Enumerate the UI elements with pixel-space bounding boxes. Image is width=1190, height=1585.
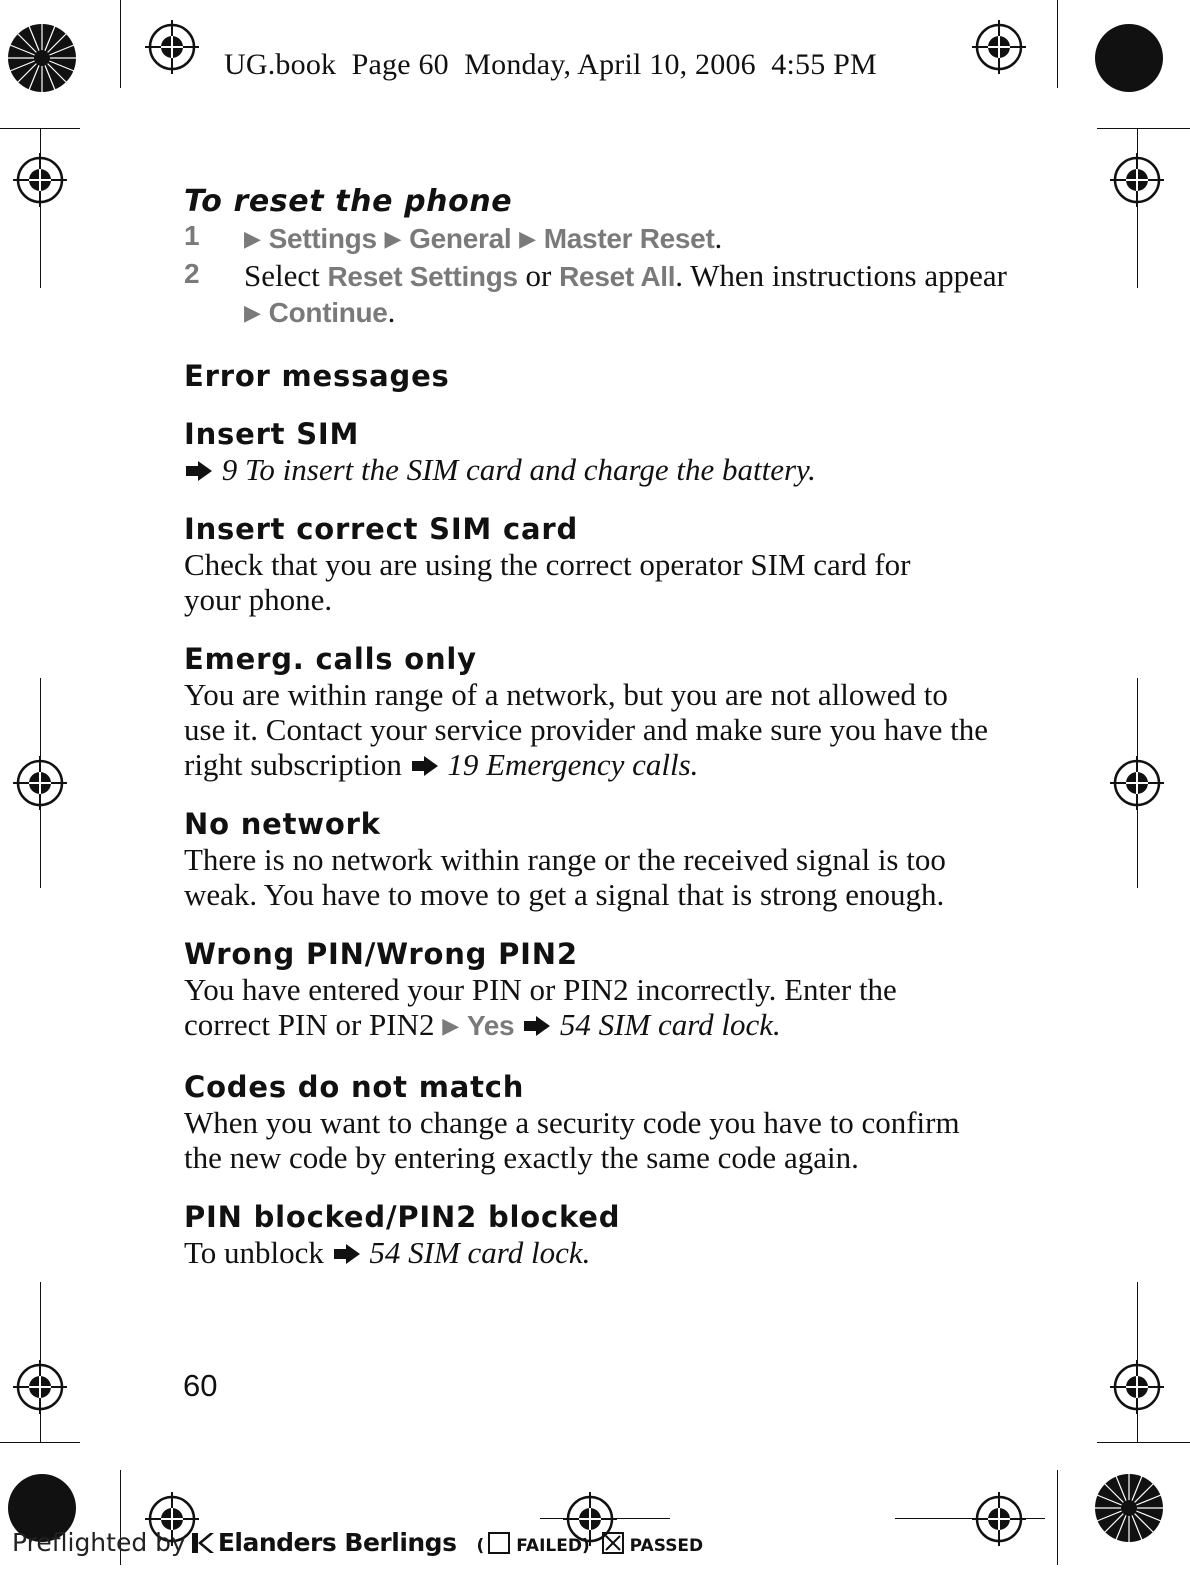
error-body-wrong-pin [184,972,974,1045]
error-title-emerg-calls: Emerg. calls only [184,642,477,676]
triangle-right-icon: ▶ [442,1013,460,1038]
registration-mark-icon [13,756,67,810]
error-title-no-network: No network [184,807,381,841]
error-body-no-network: There is no network within range or the received signal is too weak. You have to move to get a signal that is strong enough. [184,842,946,912]
triangle-right-icon: ▶ [519,226,537,251]
registration-mark-icon [972,20,1026,74]
registration-mark-icon [972,1492,1026,1546]
page-number: 60 [183,1368,218,1403]
page-content [184,182,1014,1270]
menu-yes: Yes [466,1010,515,1041]
error-body-pin-blocked [184,1235,1014,1270]
error-body-codes-mismatch: When you want to change a security code you have to confirm the new code by entering exactly the same code again. [184,1105,960,1175]
cross-reference: 9 To insert the SIM card and charge the battery. [221,452,816,487]
text: or [517,258,560,293]
arrow-right-icon [332,1243,362,1265]
failed-label: FAILED [516,1536,582,1556]
triangle-right-icon: ▶ [384,226,402,251]
step-number: 2 [184,258,200,289]
registration-mark-icon [1110,756,1164,810]
error-title-pin-blocked: PIN blocked/PIN2 blocked [184,1200,621,1234]
section-heading: Error messages [184,359,450,393]
text: You have entered your PIN or PIN2 incorrectly. Enter the correct PIN or PIN2 [184,972,897,1042]
error-body-insert-correct-sim: Check that you are using the correct operator SIM card for your phone. [184,547,911,617]
step-2 [184,258,1014,332]
text: To unblock [184,1235,332,1270]
cross-reference: 54 SIM card lock. [559,1007,781,1042]
solid-disc-icon [1093,22,1165,94]
text: You are within range of a network, but you are not allowed to use it. Contact your service provider and make sure you have the right subscription [184,677,989,782]
x-mark-icon [604,1534,622,1552]
error-body-insert-sim [184,452,1014,487]
brand-logo-icon [190,1531,214,1555]
passed-checkbox-checked [602,1532,624,1554]
arrow-right-icon [184,460,214,482]
step-text [244,220,1014,258]
error-title-wrong-pin: Wrong PIN/Wrong PIN2 [184,937,578,971]
print-slug: UG.book Page 60 Monday, April 10, 2006 4:55 PM [224,48,877,81]
arrow-right-icon [522,1015,552,1037]
arrow-right-icon [410,755,440,777]
option-reset-all: Reset All [559,261,676,292]
step-number: 1 [184,220,200,251]
punctuation: . [387,294,396,329]
status-group: ( FAILED) PASSED [476,1536,703,1556]
registration-mark-icon [145,20,199,74]
text: Select [244,258,328,293]
error-title-insert-sim: Insert SIM [184,417,360,451]
menu-settings: Settings [268,223,377,254]
failed-checkbox [488,1532,510,1554]
preflight-footer [12,1528,703,1564]
option-reset-settings: Reset Settings [327,261,518,292]
registration-mark-icon [1110,153,1164,207]
triangle-right-icon: ▶ [244,226,261,251]
starburst-icon [1093,1472,1165,1544]
error-title-insert-correct-sim: Insert correct SIM card [184,512,579,546]
starburst-icon [6,22,78,94]
error-body-emerg-calls [184,677,996,782]
cross-reference: 19 Emergency calls. [447,747,699,782]
procedure-title: To reset the phone [184,184,513,219]
cross-reference: 54 SIM card lock. [369,1235,591,1270]
registration-mark-icon [1110,1360,1164,1414]
menu-general: General [409,223,512,254]
text: . When instructions appear [675,258,1007,293]
step-text [244,258,1014,332]
triangle-right-icon: ▶ [244,300,261,325]
passed-label: PASSED [629,1536,704,1556]
registration-mark-icon [13,1360,67,1414]
punctuation: . [714,220,723,255]
preflighted-label: Preflighted by [12,1528,186,1557]
menu-continue: Continue [268,297,388,328]
menu-master-reset: Master Reset [543,223,715,254]
registration-mark-icon [13,153,67,207]
brand-name: Elanders Berlings [217,1528,457,1557]
step-1 [184,220,1014,258]
error-title-codes-mismatch: Codes do not match [184,1070,525,1104]
